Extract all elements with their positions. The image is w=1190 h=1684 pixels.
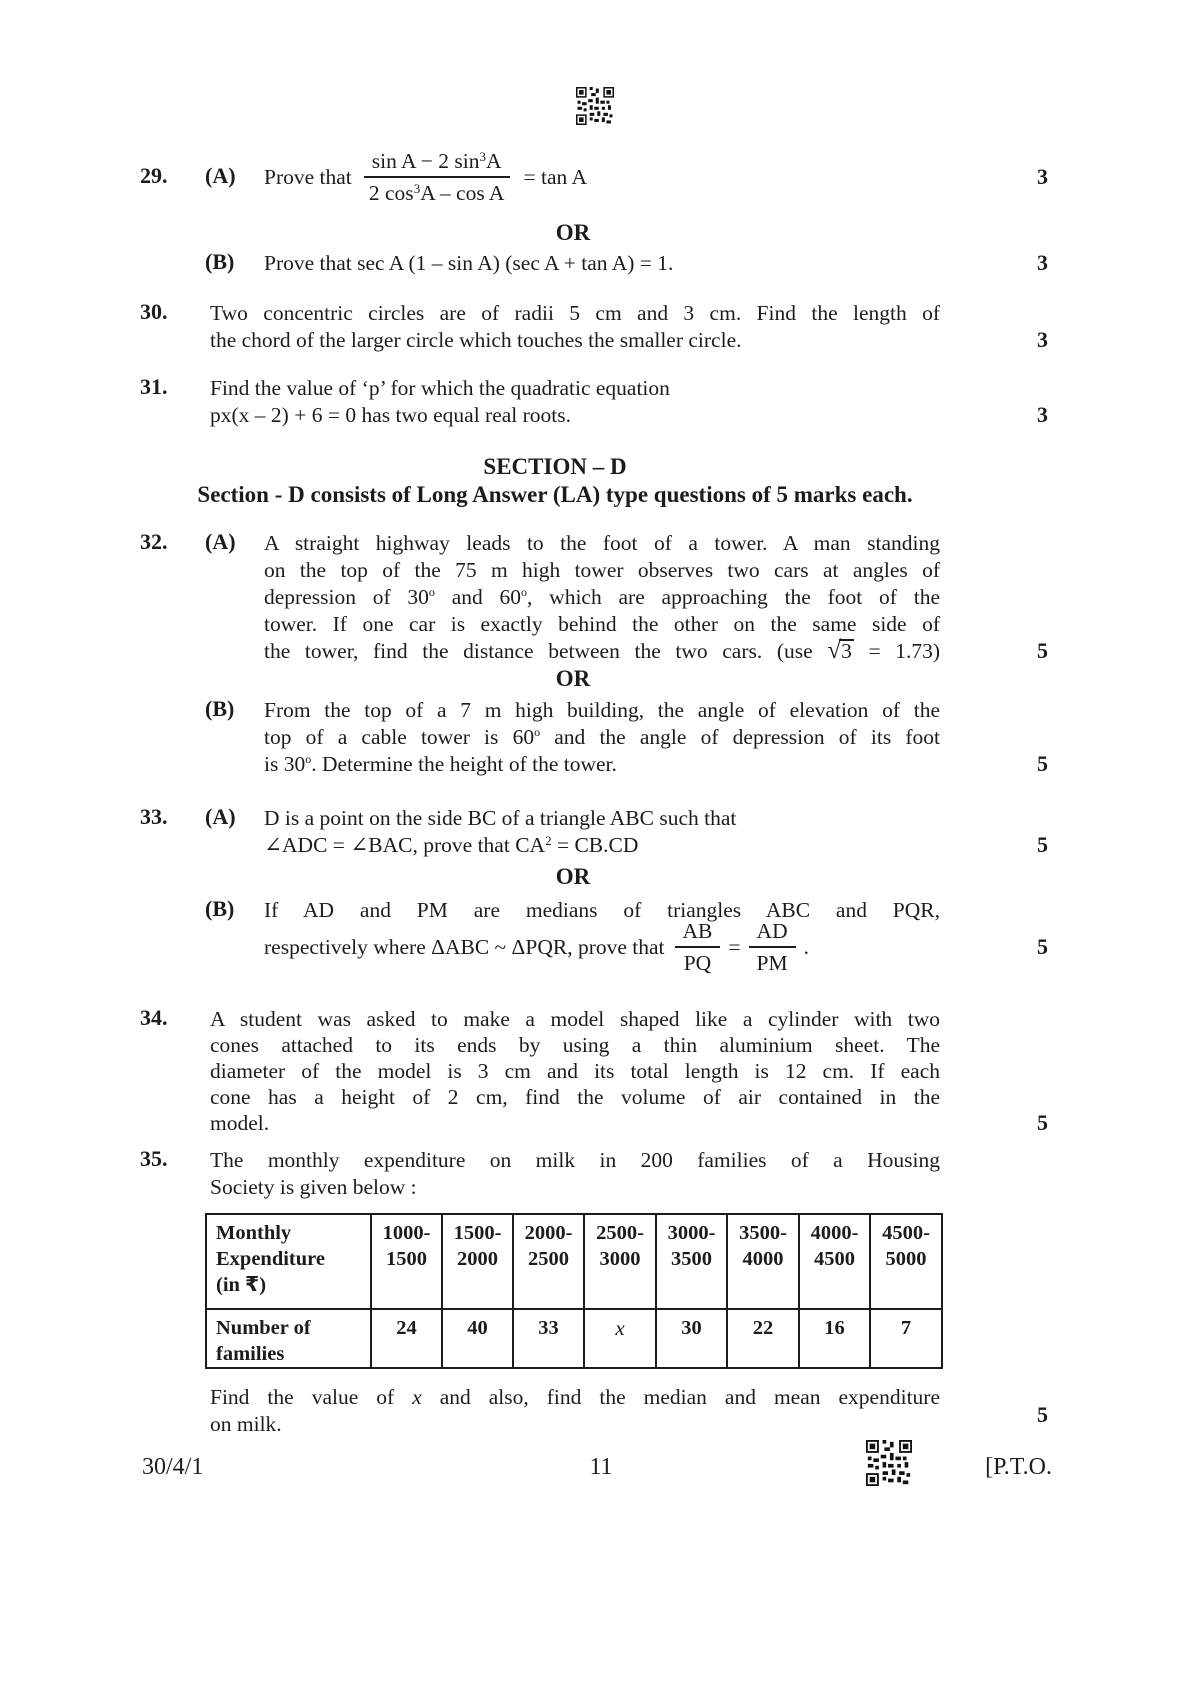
- or-separator: OR: [555, 666, 591, 691]
- marks-q29b: 3: [1037, 250, 1048, 275]
- question-33b-label: (B): [205, 896, 235, 921]
- marks-q32b: 5: [1037, 751, 1048, 776]
- question-30-line1: Two concentric circles are of radii 5 cm and 3 cm. Find the length of: [210, 301, 940, 325]
- question-33a-label: (A): [205, 804, 236, 829]
- fraction: [364, 148, 510, 206]
- question-32-number: 32.: [140, 529, 168, 554]
- marks-q33a: 5: [1037, 832, 1048, 857]
- or-separator: OR: [555, 220, 591, 245]
- q29a-suffix: = tan A: [523, 164, 588, 189]
- header-cell-range: 1500- 2000: [442, 1214, 513, 1309]
- question-35-line2: Society is given below :: [210, 1175, 417, 1199]
- question-34-line3: diameter of the model is 3 cm and its total length is 12 cm. If each: [210, 1059, 940, 1083]
- question-29b-text: Prove that sec A (1 – sin A) (sec A + tan A) = 1.: [264, 251, 674, 275]
- question-32a-label: (A): [205, 529, 236, 554]
- fraction-denominator: 2 $\cos^3A$ – cos A: [368, 181, 505, 205]
- row-label-cell: Number of families: [206, 1309, 371, 1368]
- question-33a-line1: D is a point on the side BC of a triangle ABC such that: [264, 806, 737, 830]
- page-number: 11: [589, 1454, 613, 1480]
- pto-label: [P.T.O.: [985, 1454, 1052, 1480]
- header-cell-range: 4500- 5000: [870, 1214, 942, 1309]
- question-29-number: 29.: [140, 163, 168, 188]
- marks-q34: 5: [1037, 1110, 1048, 1135]
- question-32b-line1: From the top of a 7 m high building, the angle of elevation of the: [264, 698, 940, 722]
- value-cell-x: x: [584, 1309, 656, 1368]
- value-cell: 24: [371, 1309, 442, 1368]
- question-29b-label: (B): [205, 249, 235, 274]
- expenditure-table: [205, 1213, 943, 1369]
- question-34-line5: model.: [210, 1111, 270, 1135]
- question-35-line1: The monthly expenditure on milk in 200 families of a Housing: [210, 1148, 940, 1172]
- question-34-line1: A student was asked to make a model shaped like a cylinder with two: [210, 1007, 940, 1031]
- question-30-line2: the chord of the larger circle which touches the smaller circle.: [210, 328, 742, 352]
- table-data-row: [206, 1309, 942, 1368]
- question-35-find-line1: Find the value of x and also, find the median and mean expenditure: [210, 1385, 940, 1409]
- question-32b-line3: is 30$^o$. Determine the height of the tower.: [264, 752, 617, 776]
- question-32a-line2: on the top of the 75 m high tower observes two cars at angles of: [264, 558, 940, 582]
- question-32a-line3: depression of 30$^o$ and 60$^o$, which are approaching the foot of the: [264, 585, 940, 609]
- table-header-row: [206, 1214, 942, 1309]
- question-34-line2: cones attached to its ends by using a thin aluminium sheet. The: [210, 1033, 940, 1057]
- question-34-number: 34.: [140, 1005, 168, 1030]
- or-separator: OR: [555, 864, 591, 889]
- question-32a-line5: the tower, find the distance between the two cars. (use √3 = 1.73): [264, 637, 940, 664]
- header-cell-range: 3500- 4000: [727, 1214, 799, 1309]
- question-31-number: 31.: [140, 374, 168, 399]
- question-35-number: 35.: [140, 1146, 168, 1171]
- value-cell: 30: [656, 1309, 727, 1368]
- section-d-title: SECTION – D: [483, 454, 627, 479]
- question-32a-line4: tower. If one car is exactly behind the other on the same side of: [264, 612, 940, 636]
- question-29a-statement: [264, 140, 587, 214]
- fraction: $\frac{AD}{PM}$: [749, 918, 796, 976]
- value-cell: 16: [799, 1309, 870, 1368]
- value-cell: 22: [727, 1309, 799, 1368]
- marks-q30: 3: [1037, 327, 1048, 352]
- question-31-line2: px(x – 2) + 6 = 0 has two equal real roots.: [210, 403, 572, 427]
- header-cell-expenditure: Monthly Expenditure (in ₹): [206, 1214, 371, 1309]
- section-d-subtitle: Section - D consists of Long Answer (LA) type questions of 5 marks each.: [197, 482, 913, 507]
- question-35-find-line2: on milk.: [210, 1412, 282, 1436]
- question-33a-line2: ∠ADC = ∠BAC, prove that $CA^2 = CB.CD$: [264, 833, 639, 857]
- header-cell-range: 1000- 1500: [371, 1214, 442, 1309]
- fraction-numerator: sin A − 2 $\sin^3A$: [364, 148, 510, 178]
- question-31-line1: Find the value of ‘p’ for which the quadratic equation: [210, 376, 670, 400]
- question-32b-line2: top of a cable tower is 60$^o$ and the angle of depression of its foot: [264, 725, 940, 749]
- question-33-number: 33.: [140, 804, 168, 829]
- question-30-number: 30.: [140, 299, 168, 324]
- marks-q31: 3: [1037, 402, 1048, 427]
- value-cell: 33: [513, 1309, 584, 1368]
- square-root: √3: [827, 637, 852, 664]
- qr-code-icon: [866, 1440, 912, 1486]
- marks-q33b: 5: [1037, 934, 1048, 959]
- value-cell: 7: [870, 1309, 942, 1368]
- paper-code: 30/4/1: [142, 1454, 204, 1480]
- question-34-line4: cone has a height of 2 cm, find the volume of air contained in the: [210, 1085, 940, 1109]
- value-cell: 40: [442, 1309, 513, 1368]
- q29a-prefix: Prove that: [264, 164, 352, 189]
- question-32a-line1: A straight highway leads to the foot of a tower. A man standing: [264, 531, 940, 555]
- question-33b-line2: respectively where ΔABC ~ ΔPQR, prove that $\frac{AB}{PQ}$ = $\frac{AD}{PM}$ .: [264, 919, 809, 975]
- header-cell-range: 2500- 3000: [584, 1214, 656, 1309]
- marks-q35: 5: [1037, 1402, 1048, 1427]
- header-cell-range: 4000- 4500: [799, 1214, 870, 1309]
- marks-q29a: 3: [1037, 164, 1048, 189]
- header-cell-range: 2000- 2500: [513, 1214, 584, 1309]
- qr-code-icon: [576, 87, 614, 125]
- fraction: $\frac{AB}{PQ}$: [675, 918, 721, 976]
- question-29a-label: (A): [205, 163, 236, 188]
- marks-q32a: 5: [1037, 638, 1048, 663]
- question-33b-line1: If AD and PM are medians of triangles ABC and PQR,: [264, 898, 940, 922]
- header-cell-range: 3000- 3500: [656, 1214, 727, 1309]
- question-32b-label: (B): [205, 696, 235, 721]
